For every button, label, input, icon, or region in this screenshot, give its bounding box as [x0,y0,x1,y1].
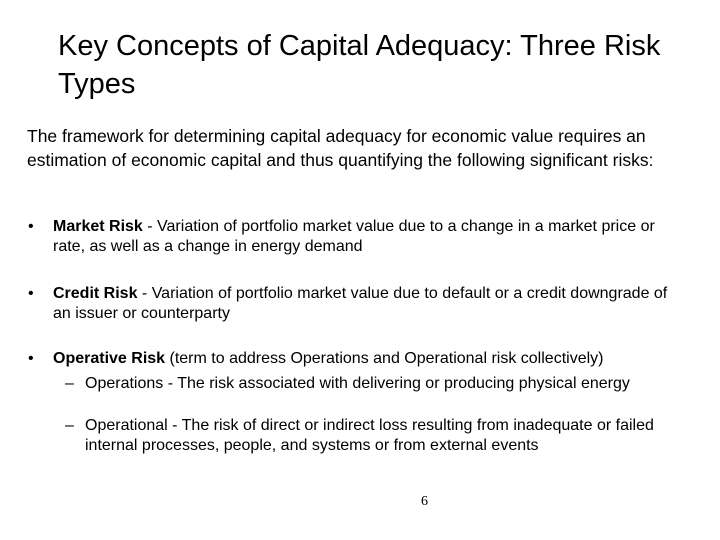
bullet-description: (term to address Operations and Operational risk collectively) [165,350,604,367]
bullet-icon: • [28,350,34,367]
bullet-term: Credit Risk [53,285,138,302]
bullet-text [53,284,683,324]
bullet-icon: • [28,218,34,235]
dash-icon: – [65,417,74,434]
slide-title: Key Concepts of Capital Adequacy: Three Risk Types [58,30,661,100]
bullet-term: Operative Risk [53,350,166,367]
bullet-term: Market Risk [53,218,143,235]
bullet-description: - Variation of portfolio market value due to default or a credit downgrade of an issuer or counterparty [53,285,668,322]
dash-icon: – [65,375,74,392]
page-number: 6 [421,494,428,509]
sub-item-text: Operational - The risk of direct or indirect loss resulting from inadequate or failed internal processes, people, and systems or from external events [85,417,654,454]
bullet-text [53,349,683,369]
bullet-description: - Variation of portfolio market value due to a change in a market price or rate, as well as a change in energy demand [53,218,655,255]
intro-paragraph: The framework for determining capital adequacy for economic value requires an estimation of economic capital and thus quantifying the following significant risks: [27,126,654,170]
sub-item-text: Operations - The risk associated with delivering or producing physical energy [85,375,630,392]
bullet-icon: • [28,285,34,302]
bullet-text [53,217,683,257]
